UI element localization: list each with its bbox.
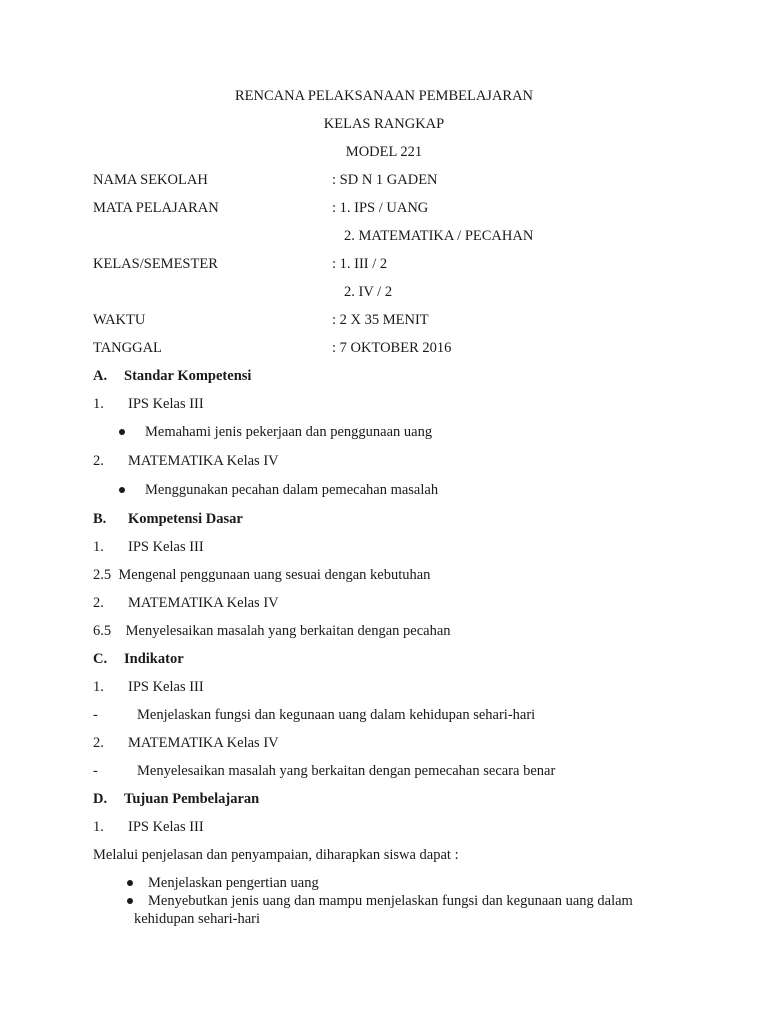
doc-subtitle: KELAS RANGKAP	[323, 116, 445, 132]
section-c-item1-title: IPS Kelas III	[128, 679, 204, 695]
section-d-item1-number: 1.	[93, 819, 104, 835]
date-value: : 7 OKTOBER 2016	[332, 340, 452, 356]
class-label: KELAS/SEMESTER	[93, 256, 218, 272]
section-d-bullet1: Menjelaskan pengertian uang	[148, 875, 319, 891]
section-a-heading: Standar Kompetensi	[124, 368, 252, 384]
section-b-marker: B.	[93, 511, 107, 527]
bullet-icon	[127, 892, 133, 910]
time-value: : 2 X 35 MENIT	[332, 312, 429, 328]
section-d-bullet2-line2: kehidupan sehari-hari	[134, 911, 261, 927]
section-b-item1-number: 1.	[93, 539, 104, 555]
section-b-heading: Kompetensi Dasar	[128, 511, 243, 527]
section-c-heading: Indikator	[124, 651, 184, 667]
section-c-item2-dash: -	[93, 763, 98, 779]
section-b-item1-title: IPS Kelas III	[128, 539, 204, 555]
section-c-item2-number: 2.	[93, 735, 104, 751]
section-a-item1-number: 1.	[93, 396, 104, 412]
section-b-item2-text: 6.5 Menyelesaikan masalah yang berkaitan dengan pecahan	[93, 623, 451, 639]
section-b-item1-text: 2.5 Mengenal penggunaan uang sesuai dengan kebutuhan	[93, 567, 431, 583]
section-c-item1-dash: -	[93, 707, 98, 723]
section-d-marker: D.	[93, 791, 108, 807]
date-label: TANGGAL	[93, 340, 162, 356]
section-a-item1-title: IPS Kelas III	[128, 396, 204, 412]
section-a-item2-bullet: Menggunakan pecahan dalam pemecahan masalah	[145, 482, 439, 498]
bullet-icon	[119, 423, 125, 441]
bullet-icon	[127, 874, 133, 892]
doc-title: RENCANA PELAKSANAAN PEMBELAJARAN	[234, 88, 534, 104]
section-a-item2-title: MATEMATIKA Kelas IV	[128, 453, 279, 469]
subject-value-2: 2. MATEMATIKA / PECAHAN	[344, 228, 534, 244]
section-a-item1-bullet: Memahami jenis pekerjaan dan penggunaan uang	[145, 424, 433, 440]
section-d-bullet2-line1: Menyebutkan jenis uang dan mampu menjelaskan fungsi dan kegunaan uang dalam	[148, 893, 633, 909]
section-d-heading: Tujuan Pembelajaran	[124, 791, 260, 807]
section-a-item2-number: 2.	[93, 453, 104, 469]
section-c-item1-text: Menjelaskan fungsi dan kegunaan uang dalam kehidupan sehari-hari	[137, 707, 536, 723]
class-value-1: : 1. III / 2	[332, 256, 388, 272]
section-b-item2-number: 2.	[93, 595, 104, 611]
section-c-item2-text: Menyelesaikan masalah yang berkaitan dengan pemecahan secara benar	[137, 763, 556, 779]
section-d-item1-title: IPS Kelas III	[128, 819, 204, 835]
section-c-item2-title: MATEMATIKA Kelas IV	[128, 735, 279, 751]
school-value: : SD N 1 GADEN	[332, 172, 438, 188]
time-label: WAKTU	[93, 312, 146, 328]
bullet-icon	[119, 481, 125, 499]
section-c-marker: C.	[93, 651, 108, 667]
school-label: NAMA SEKOLAH	[93, 172, 208, 188]
section-c-item1-number: 1.	[93, 679, 104, 695]
subject-value-1: : 1. IPS / UANG	[332, 200, 429, 216]
subject-label: MATA PELAJARAN	[93, 200, 219, 216]
class-value-2: 2. IV / 2	[344, 284, 393, 300]
section-a-marker: A.	[93, 368, 108, 384]
section-b-item2-title: MATEMATIKA Kelas IV	[128, 595, 279, 611]
section-d-intro: Melalui penjelasan dan penyampaian, diharapkan siswa dapat :	[93, 847, 459, 863]
doc-model: MODEL 221	[345, 144, 423, 160]
